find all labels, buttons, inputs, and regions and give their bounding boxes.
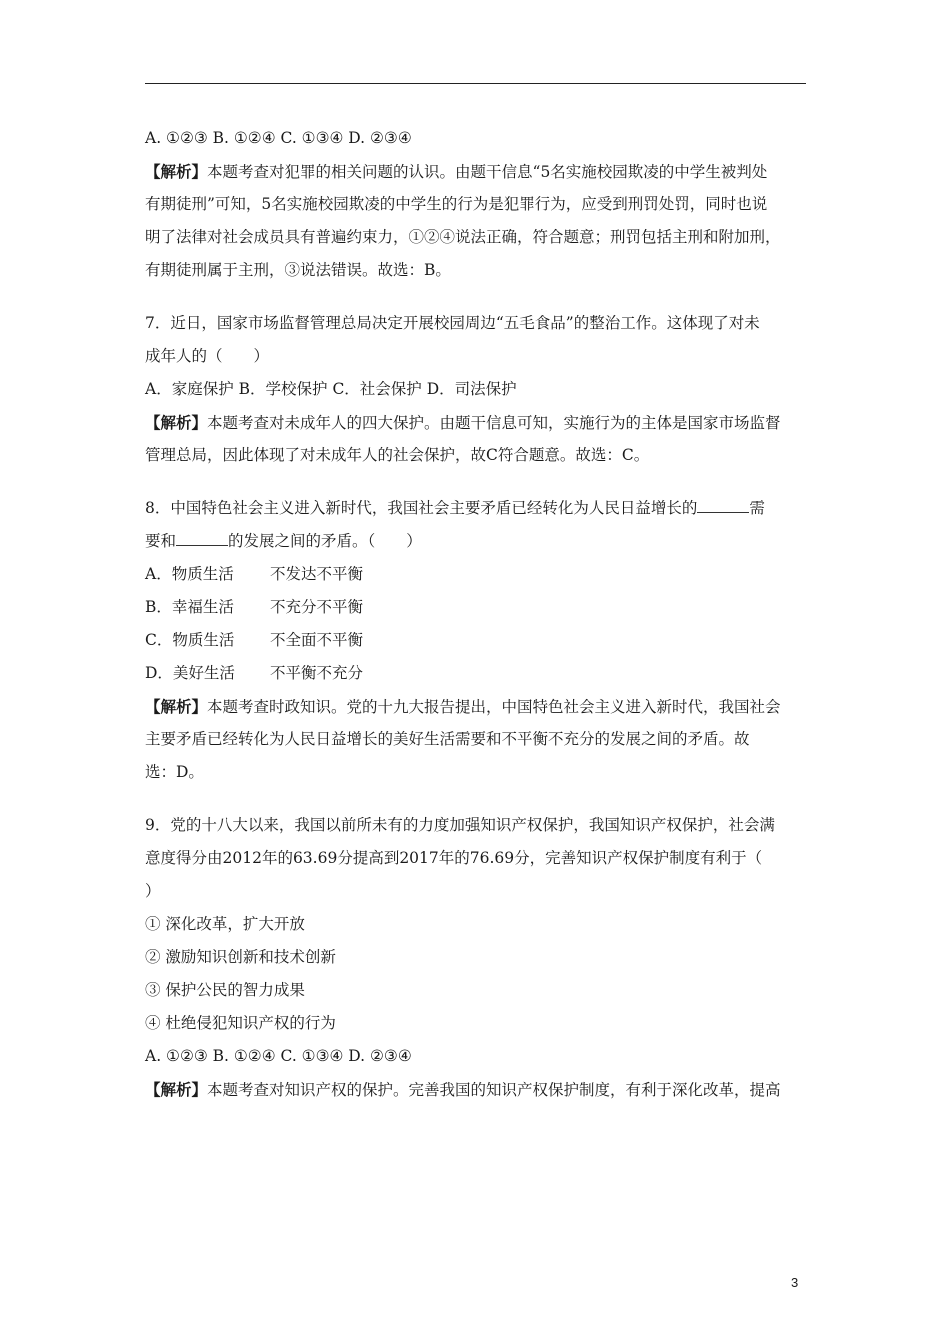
q6-analysis-line: 有期徒刑”可知，5名实施校园欺凌的中学生的行为是犯罪行为，应受到刑罚处罚，同时也说 bbox=[145, 195, 768, 213]
q7-stem-line: 7．近日，国家市场监督管理总局决定开展校园周边“五毛食品”的整治工作。这体现了对未 bbox=[145, 314, 760, 332]
q8-option: D．美好生活 不平衡不充分 bbox=[145, 664, 364, 682]
header-rule bbox=[145, 83, 806, 84]
q7-stem-line: 成年人的（ ） bbox=[145, 347, 270, 365]
q9-stem-line: 意度得分由2012年的63.69分提高到2017年的76.69分，完善知识产权保护制度有利于（ bbox=[145, 849, 763, 867]
q9-options: A. ①②③ B. ①②④ C. ①③④ D. ②③④ bbox=[145, 1047, 412, 1065]
q8-analysis-line: 【解析】本题考查时政知识。党的十九大报告提出，中国特色社会主义进入新时代，我国社会 bbox=[145, 697, 781, 716]
fill-blank bbox=[697, 498, 749, 513]
q6-analysis-line: 明了法律对社会成员具有普遍约束力，①②④说法正确，符合题意；刑罚包括主刑和附加刑， bbox=[145, 228, 781, 246]
q9-item: ④ 杜绝侵犯知识产权的行为 bbox=[145, 1014, 336, 1032]
q6-analysis-line: 【解析】本题考查对犯罪的相关问题的认识。由题干信息“5名实施校园欺凌的中学生被判处 bbox=[145, 162, 768, 181]
q7-analysis-line: 管理总局，因此体现了对未成年人的社会保护，故C符合题意。故选：C。 bbox=[145, 446, 650, 464]
document-body bbox=[145, 122, 806, 1106]
q7-analysis-line: 【解析】本题考查对未成年人的四大保护。由题干信息可知，实施行为的主体是国家市场监督 bbox=[145, 413, 781, 432]
q8-analysis-line: 选：D。 bbox=[145, 763, 204, 781]
q9-analysis-line: 【解析】本题考查对知识产权的保护。完善我国的知识产权保护制度，有利于深化改革，提高 bbox=[145, 1080, 781, 1099]
fill-blank bbox=[176, 531, 228, 546]
q9-stem-line: 9．党的十八大以来，我国以前所未有的力度加强知识产权保护，我国知识产权保护，社会满 bbox=[145, 816, 775, 834]
page-number: 3 bbox=[791, 1275, 799, 1290]
q8-option: A．物质生活 不发达不平衡 bbox=[145, 565, 364, 583]
analysis-tag: 【解析】 bbox=[145, 697, 208, 716]
q6-options: A. ①②③ B. ①②④ C. ①③④ D. ②③④ bbox=[145, 129, 412, 147]
q9-item: ③ 保护公民的智力成果 bbox=[145, 981, 305, 999]
analysis-tag: 【解析】 bbox=[145, 413, 208, 432]
analysis-tag: 【解析】 bbox=[145, 162, 208, 181]
analysis-tag: 【解析】 bbox=[145, 1080, 208, 1099]
q8-stem-line: 要和 的发展之间的矛盾。（ ） bbox=[145, 532, 422, 550]
q9-stem-line: ） bbox=[145, 882, 161, 900]
q8-option: B．幸福生活 不充分不平衡 bbox=[145, 598, 364, 616]
q6-analysis-line: 有期徒刑属于主刑，③说法错误。故选：B。 bbox=[145, 261, 451, 279]
q8-analysis-line: 主要矛盾已经转化为人民日益增长的美好生活需要和不平衡不充分的发展之间的矛盾。故 bbox=[145, 730, 750, 748]
q9-item: ② 激励知识创新和技术创新 bbox=[145, 948, 336, 966]
q8-stem-line: 8．中国特色社会主义进入新时代，我国社会主要矛盾已经转化为人民日益增长的 需 bbox=[145, 499, 765, 517]
q7-options: A．家庭保护 B．学校保护 C．社会保护 D．司法保护 bbox=[145, 380, 517, 398]
q8-option: C．物质生活 不全面不平衡 bbox=[145, 631, 364, 649]
q9-item: ① 深化改革，扩大开放 bbox=[145, 915, 305, 933]
